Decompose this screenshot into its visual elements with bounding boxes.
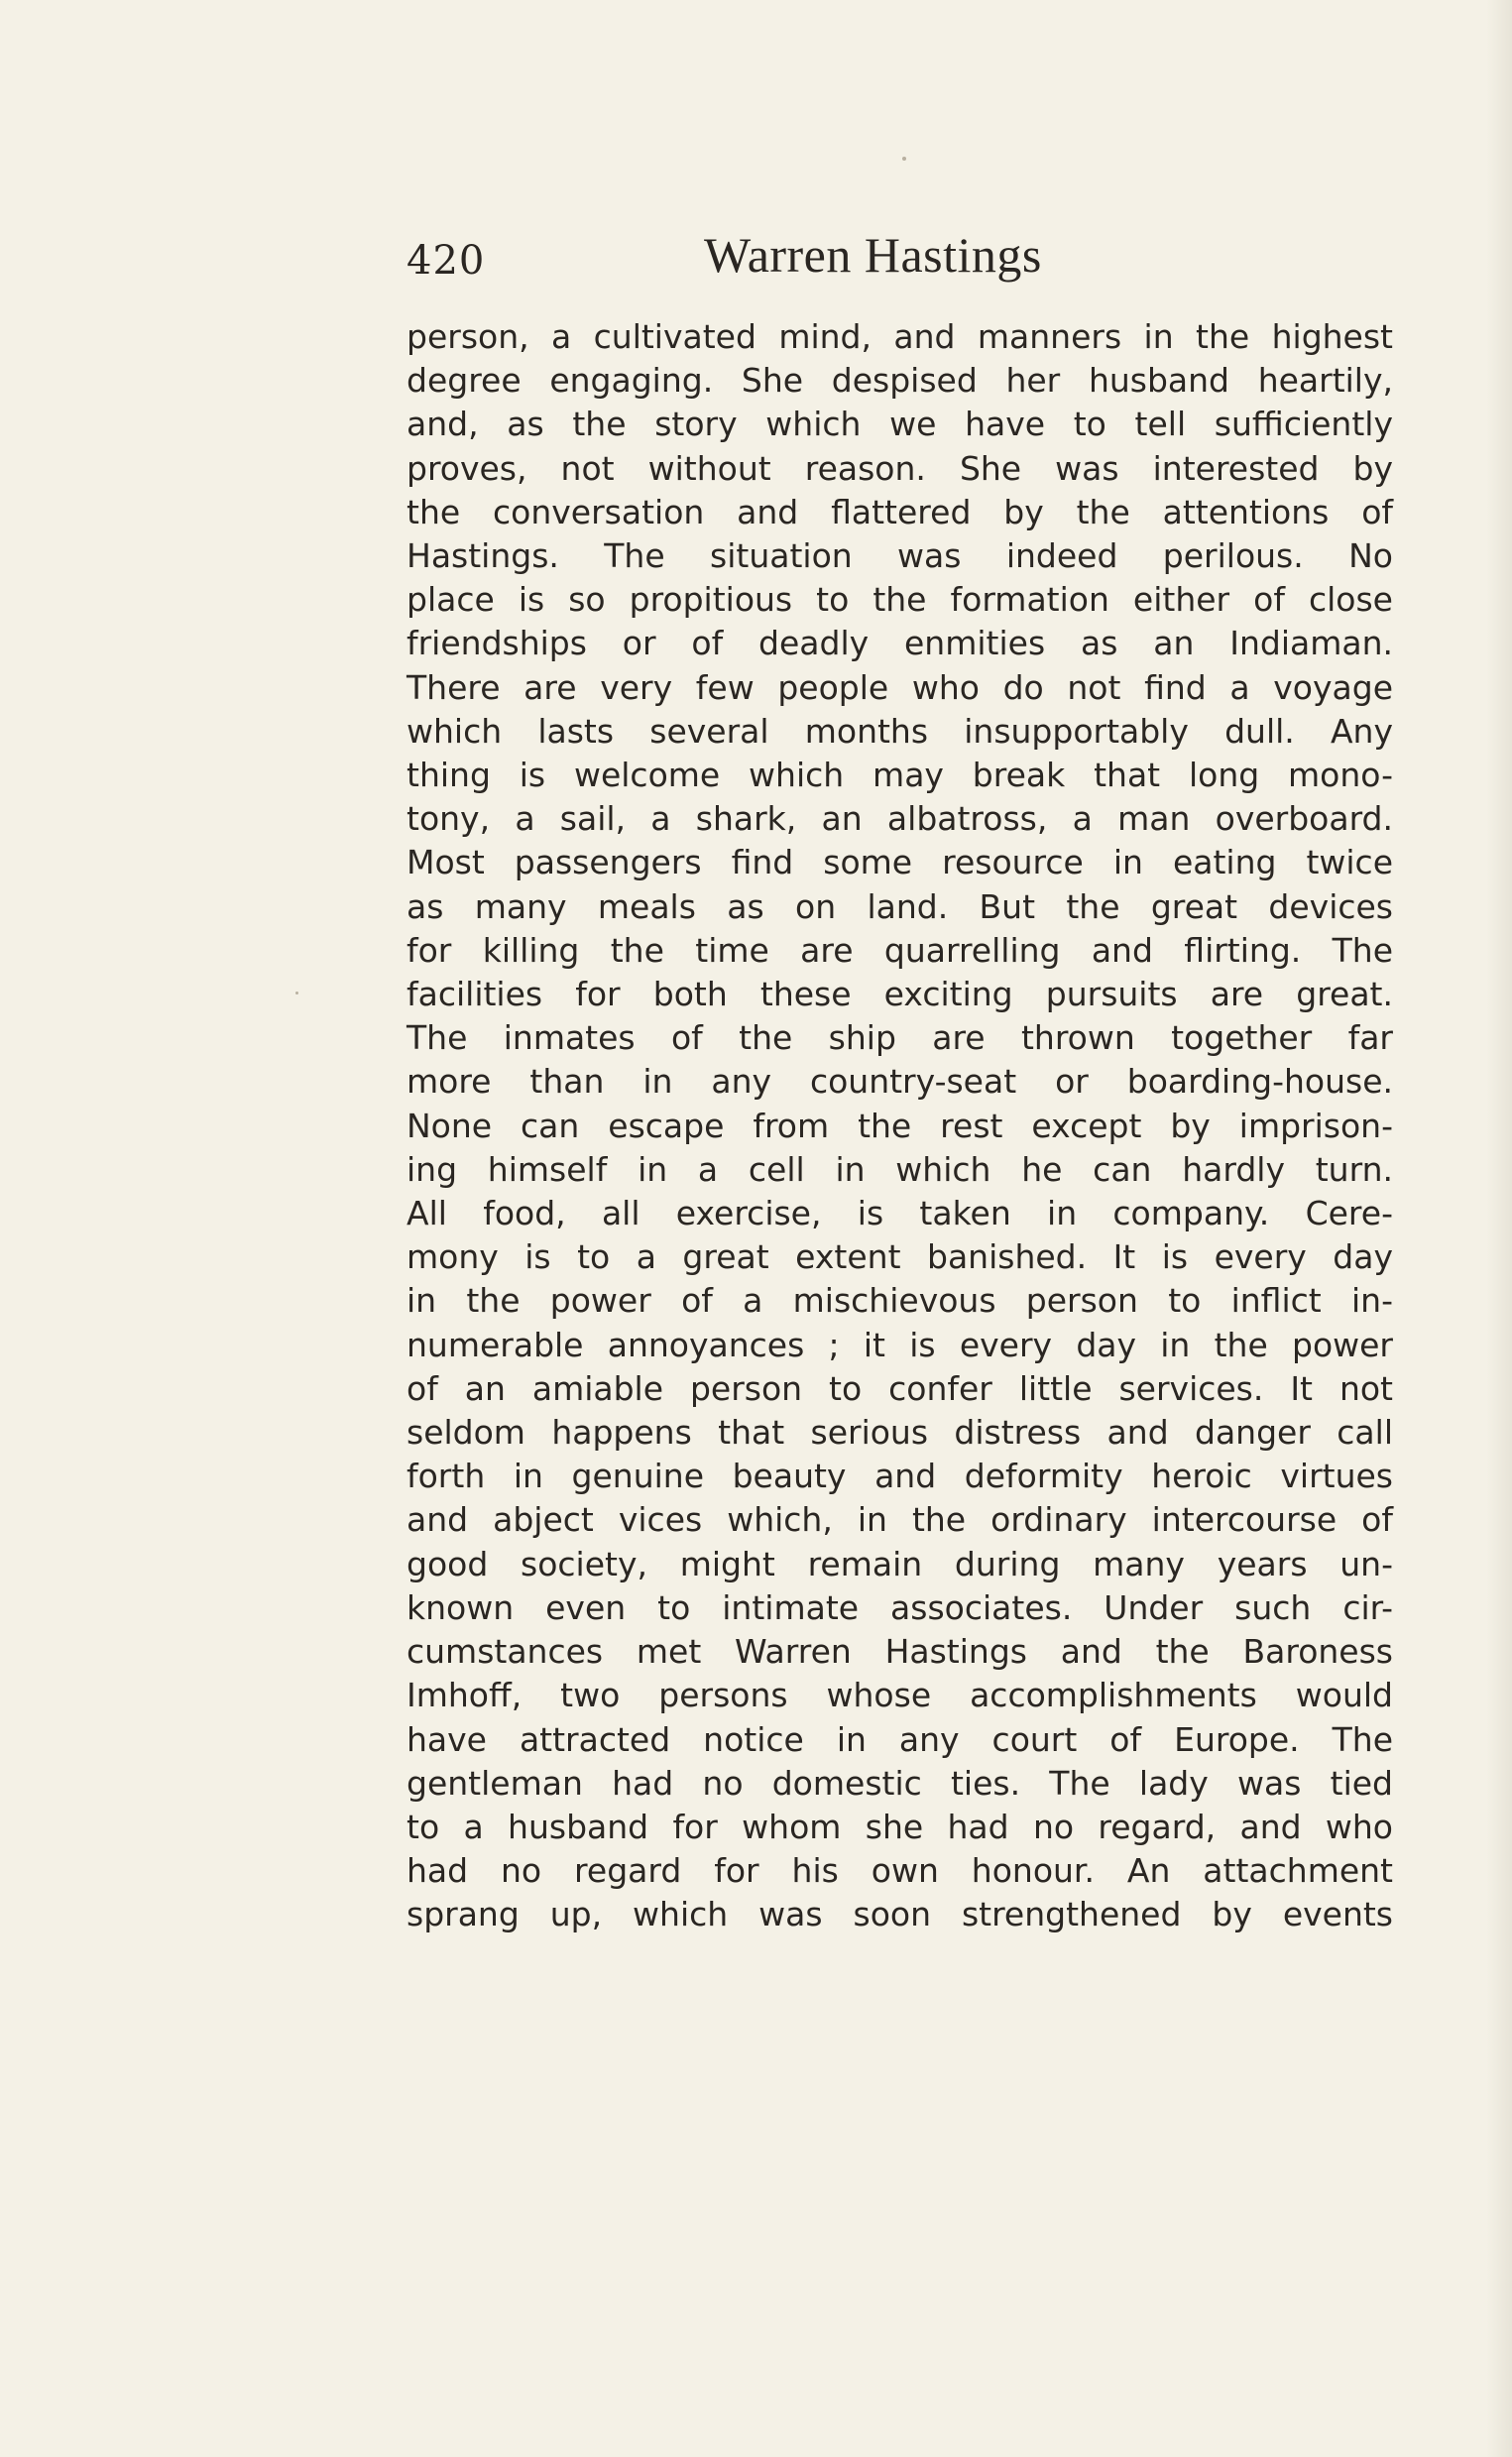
text-line: and, as the story which we have to tell sufficiently [407,405,1393,444]
text-line: seldom happens that serious distress and danger call [407,1413,1393,1453]
text-line: the conversation and flattered by the attentions of [407,492,1393,531]
text-line: degree engaging. She despised her husband heartily, [407,361,1393,401]
text-line: good society, might remain during many years un- [407,1544,1393,1583]
text-line: Imhoff, two persons whose accomplishments would [407,1676,1393,1715]
text-line: forth in genuine beauty and deformity heroic virtues [407,1457,1393,1496]
text-line: which lasts several months insupportably dull. Any [407,711,1393,751]
text-line: None can escape from the rest except by imprison- [407,1106,1393,1145]
text-line: Hastings. The situation was indeed perilous. No [407,536,1393,576]
text-line: tony, a sail, a shark, an albatross, a man overboard. [407,799,1393,839]
text-line: mony is to a great extent banished. It is every day [407,1237,1393,1277]
text-line: friendships or of deadly enmities as an Indiaman. [407,624,1393,663]
text-line: sprang up, which was soon strengthened by events [407,1895,1393,1934]
text-line: cumstances met Warren Hastings and the Baroness [407,1632,1393,1672]
text-line: have attracted notice in any court of Europe. The [407,1719,1393,1759]
paper-speck [295,992,298,994]
text-line: The inmates of the ship are thrown together far [407,1018,1393,1058]
paper-speck [902,157,906,161]
text-line: All food, all exercise, is taken in company. Cere- [407,1194,1393,1233]
text-line: facilities for both these exciting pursuits are great. [407,975,1393,1014]
text-line: thing is welcome which may break that long mono- [407,756,1393,795]
page-number: 420 [407,238,486,284]
text-line: person, a cultivated mind, and manners in the highest [407,317,1393,356]
text-line: in the power of a mischievous person to inflict in- [407,1281,1393,1321]
text-line: gentleman had no domestic ties. The lady was tied [407,1763,1393,1803]
text-line: known even to intimate associates. Under such cir- [407,1587,1393,1627]
text-line: had no regard for his own honour. An attachment [407,1851,1393,1891]
text-line: There are very few people who do not find a voyage [407,667,1393,707]
text-line: ing himself in a cell in which he can hardly turn. [407,1149,1393,1189]
text-line: to a husband for whom she had no regard, and who [407,1807,1393,1846]
running-title: Warren Hastings [704,227,1042,283]
text-line: place is so propitious to the formation either of close [407,580,1393,620]
text-line: as many meals as on land. But the great devices [407,886,1393,926]
text-line: for killing the time are quarrelling and flirting. The [407,930,1393,970]
text-line: proves, not without reason. She was interested by [407,448,1393,488]
text-line: more than in any country-seat or boarding-house. [407,1062,1393,1102]
page-header [407,226,1398,295]
text-line: and abject vices which, in the ordinary intercourse of [407,1500,1393,1540]
page-edge-shadow [1486,0,1512,2457]
text-line: of an amiable person to confer little services. It not [407,1368,1393,1408]
body-text [407,315,1393,1937]
text-line: Most passengers find some resource in eating twice [407,843,1393,882]
text-line: numerable annoyances ; it is every day in the power [407,1325,1393,1364]
